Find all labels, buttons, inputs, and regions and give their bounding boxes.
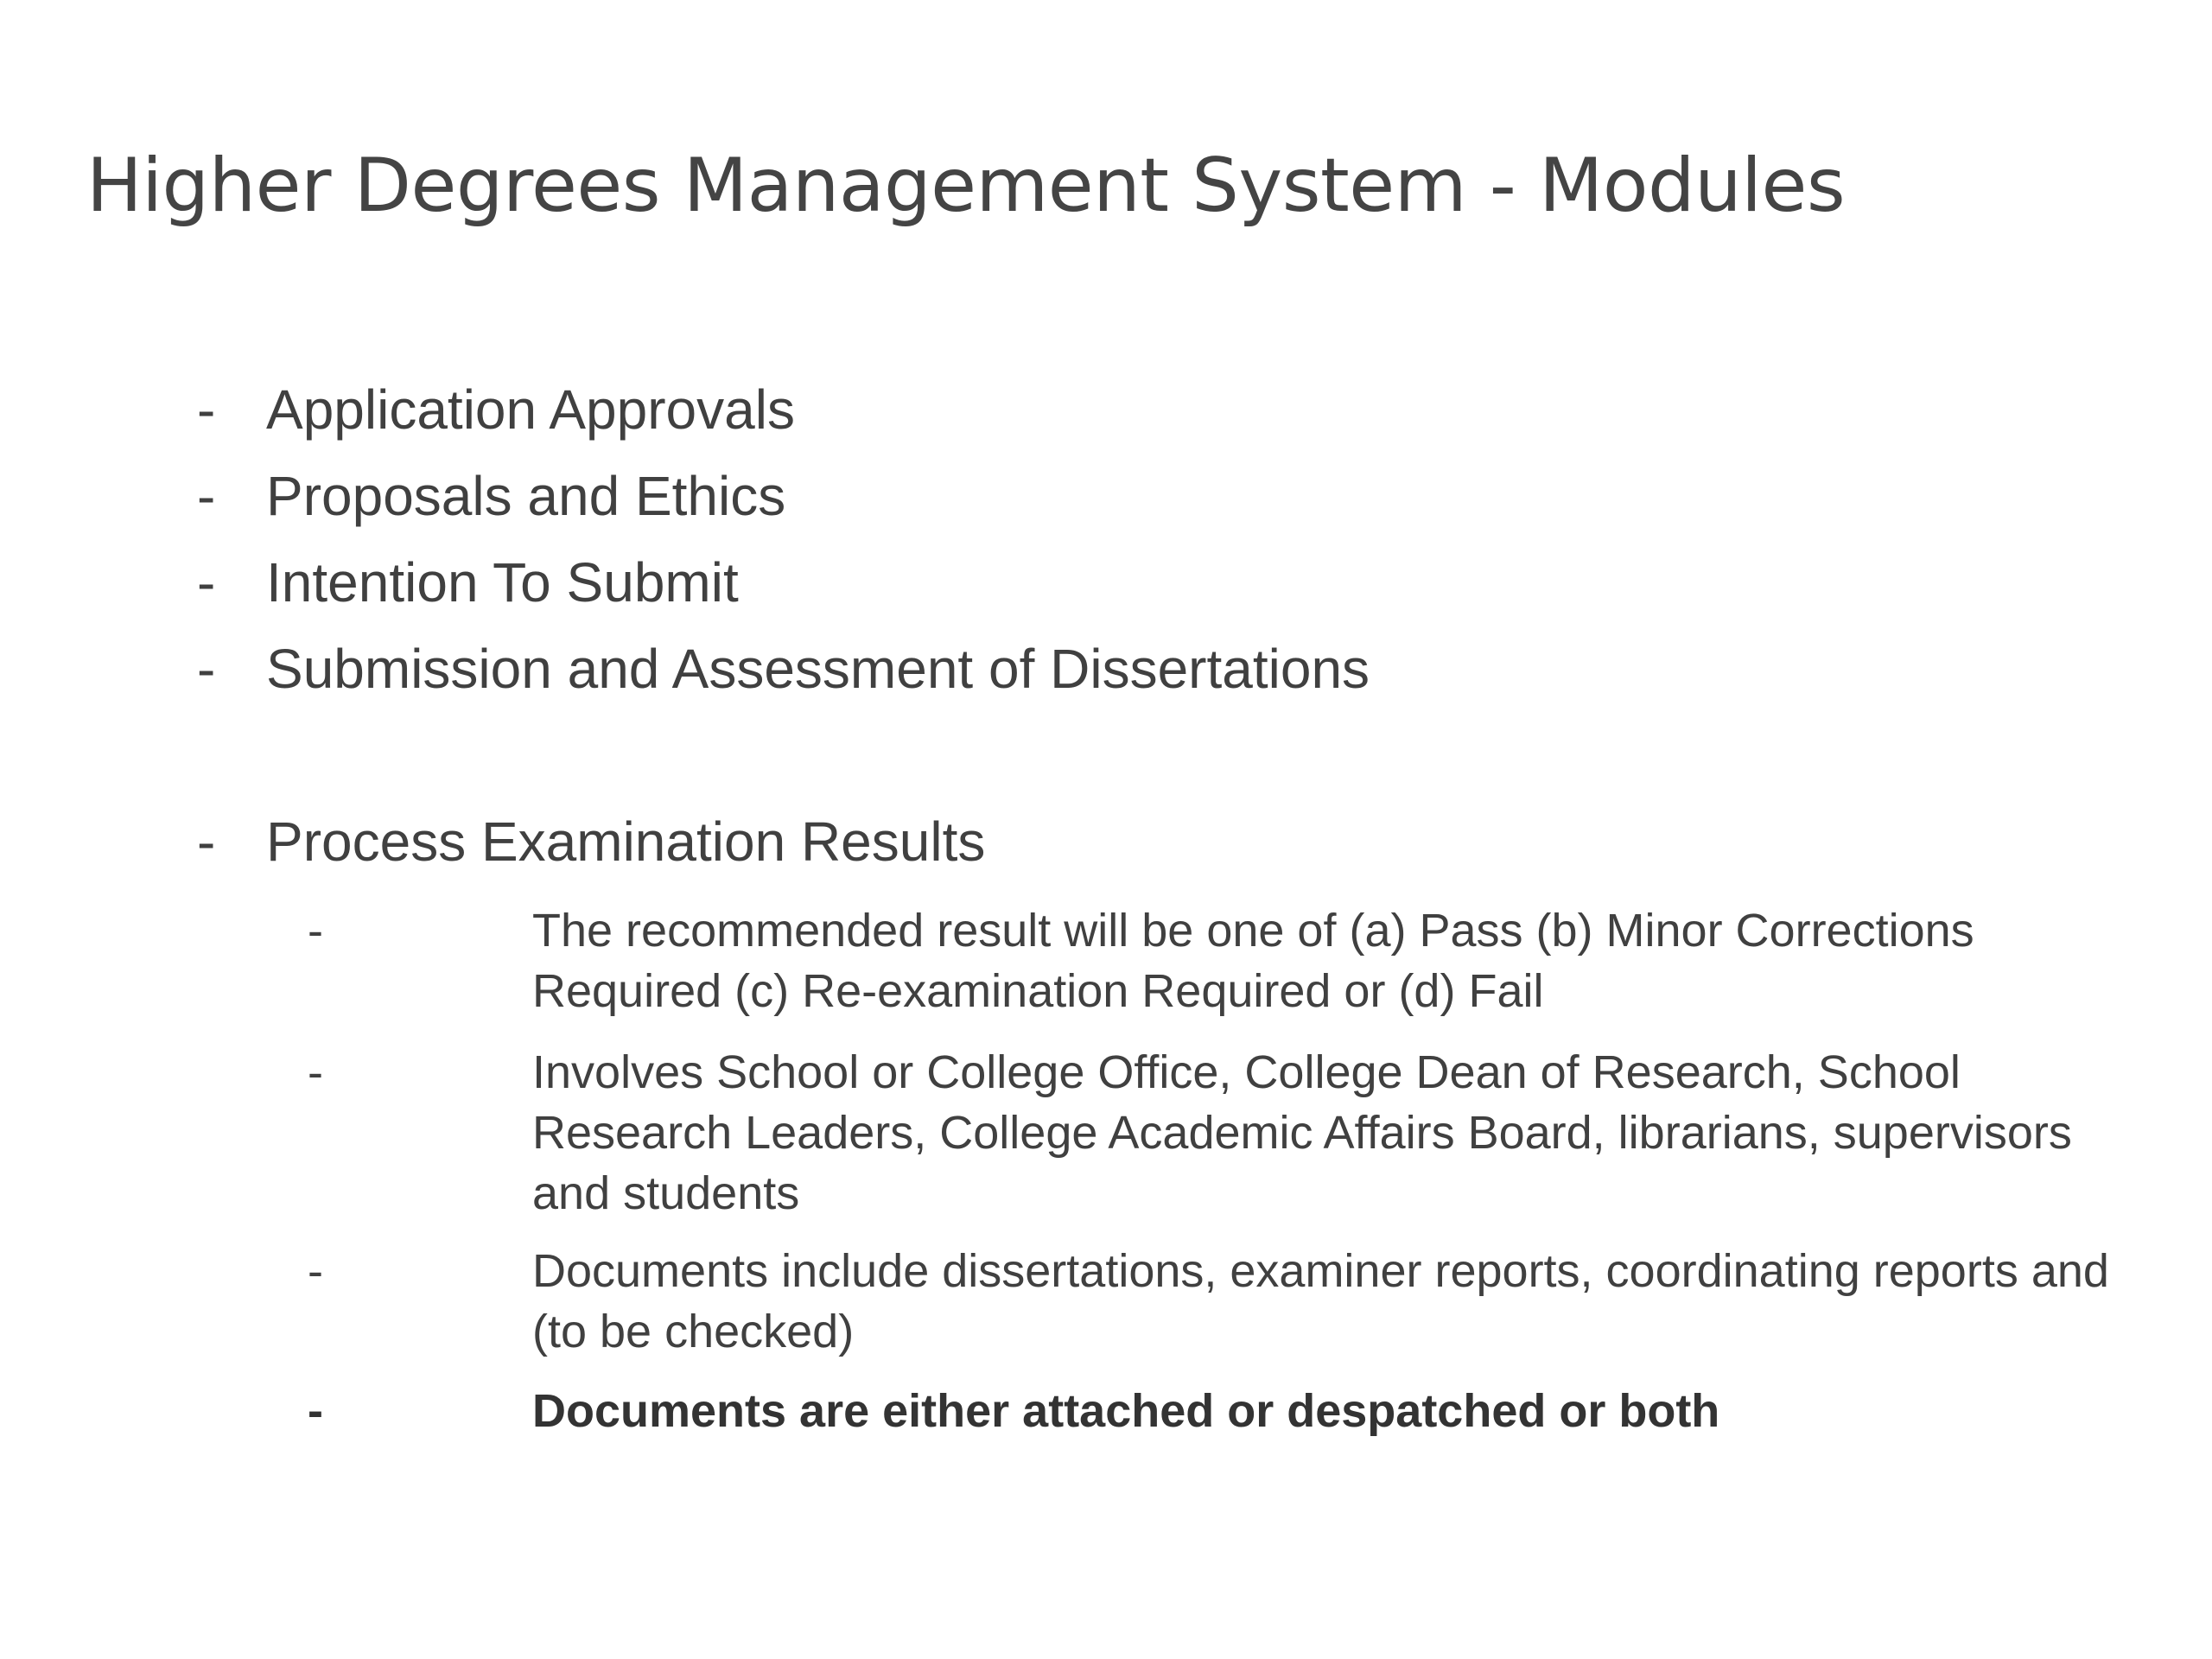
- bullet-dash: -: [197, 551, 216, 613]
- module-label: Process Examination Results: [266, 810, 986, 873]
- detail-text: Documents are either attached or despatched or both: [532, 1385, 1720, 1437]
- detail-text: The recommended result will be one of (a) Pass (b) Minor Corrections Required (c) Re-examination Required or (d) Fail: [532, 905, 1974, 1017]
- bullet-dash: -: [197, 810, 216, 873]
- module-label: Application Approvals: [266, 378, 795, 441]
- module-label: Intention To Submit: [266, 551, 739, 613]
- detail-text: Documents include dissertations, examiner reports, coordinating reports and (to be checked): [532, 1245, 2109, 1357]
- detail-text: Involves School or College Office, College Dean of Research, School Research Leaders, College Academic Affairs Board, librarians, supervisors and students: [532, 1046, 2072, 1219]
- sub-bullet-dash: -: [308, 1046, 323, 1098]
- module-label: Submission and Assessment of Dissertations: [266, 638, 1370, 700]
- bullet-dash: -: [197, 638, 216, 700]
- slide-title: Higher Degrees Management System - Modules: [86, 143, 1846, 229]
- module-label: Proposals and Ethics: [266, 465, 786, 527]
- bullet-dash: -: [197, 465, 216, 527]
- sub-bullet-dash: -: [308, 1245, 323, 1297]
- sub-bullet-dash: -: [308, 905, 323, 957]
- bullet-dash: -: [197, 378, 216, 441]
- sub-bullet-dash: -: [308, 1385, 323, 1437]
